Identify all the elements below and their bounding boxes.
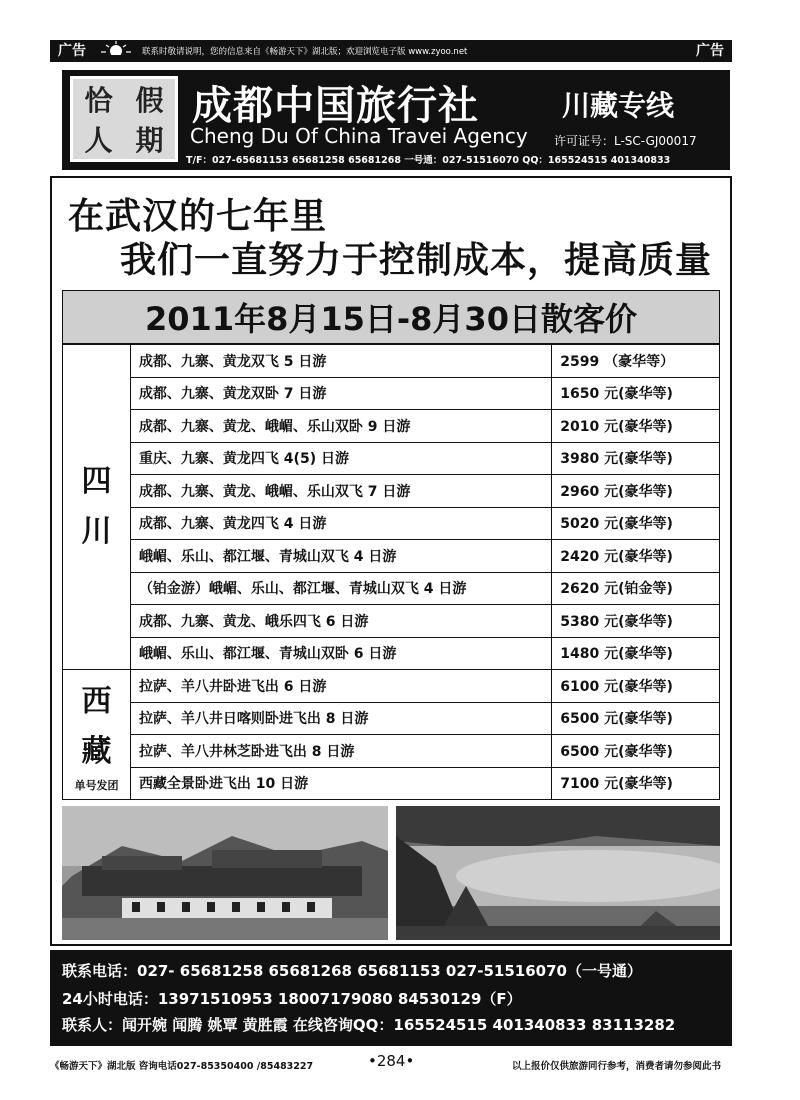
route-cell: 拉萨、羊八井卧进飞出 6 日游 [130,670,551,703]
price-cell: 1650 元(豪华等) [552,377,720,410]
price-cell: 2960 元(豪华等) [552,475,720,508]
footer-contacts-line: 联系人：闻开婉 闻腾 姚覃 黄胜霞 在线咨询QQ：165524515 401340833 83113282 [62,1016,676,1034]
region-cell-tibet [63,670,131,800]
company-subline: 川藏专线 [562,89,675,122]
footer-24h-line: 24小时电话：13971510953 18007179080 84530129（F） [62,990,522,1008]
route-cell: （铂金游）峨嵋、乐山、都江堰、青城山双飞 4 日游 [130,572,551,605]
price-cell: 1480 元(豪华等) [552,637,720,670]
company-name-cn: 成都中国旅行社 [192,82,479,129]
region-name-char: 西 [81,683,112,719]
slogan-line-1: 在武汉的七年里 [68,196,328,237]
table-row [63,735,720,768]
table-row [63,345,720,378]
table-row [63,702,720,735]
price-cell: 2420 元(豪华等) [552,540,720,573]
table-row [63,377,720,410]
table-row [63,540,720,573]
route-cell: 成都、九寨、黄龙、峨嵋、乐山双飞 7 日游 [130,475,551,508]
company-name-en: Cheng Du Of China Travei Agency [190,124,528,148]
contact-line: T/F：027-65681153 65681258 65681268 一号通：027-51516070 QQ：165524515 401340833 [186,155,671,166]
table-row [63,767,720,800]
logo-char: 假 [135,84,164,117]
slogan-line-2: 我们一直努力于控制成本，提高质量 [120,240,713,281]
table-row [63,507,720,540]
route-cell: 峨嵋、乐山、都江堰、青城山双卧 6 日游 [130,637,551,670]
ad-label-right: 广告 [688,40,732,62]
table-row [63,605,720,638]
footer-phone-line: 联系电话：027- 65681258 65681268 65681153 027-51516070（一号通） [62,962,642,980]
page-footer-left: 《畅游天下》湖北版 咨询电话027-85350400 /85483227 [50,1061,314,1072]
logo-char: 人 [84,124,113,157]
price-cell: 2010 元(豪华等) [552,410,720,443]
price-cell: 3980 元(豪华等) [552,442,720,475]
region-note: 单号发团 [74,778,119,792]
price-table [62,344,720,800]
region-name-char: 川 [81,514,112,549]
contact-footer [50,950,732,1046]
table-row [63,637,720,670]
logo-char: 恰 [84,84,113,117]
route-cell: 峨嵋、乐山、都江堰、青城山双飞 4 日游 [130,540,551,573]
page-number: •284• [368,1052,415,1070]
logo-char: 期 [135,124,164,157]
table-row [63,410,720,443]
page-footer-right: 以上报价仅供旅游同行参考，消费者请勿参阅此书 [512,1061,722,1072]
palace-photo [62,806,388,940]
table-row [63,572,720,605]
agency-header [62,70,730,170]
date-band: 2011年8月15日-8月30日散客价 [62,290,720,344]
top-ad-bar [50,40,732,62]
route-cell: 拉萨、羊八井日喀则卧进飞出 8 日游 [130,702,551,735]
lake-photo [396,806,720,940]
route-cell: 成都、九寨、黄龙双卧 7 日游 [130,377,551,410]
route-cell: 成都、九寨、黄龙、峨乐四飞 6 日游 [130,605,551,638]
magazine-logo-icon [94,40,138,62]
price-cell: 5020 元(豪华等) [552,507,720,540]
region-name-char: 藏 [81,733,112,769]
price-cell: 2620 元(铂金等) [552,572,720,605]
route-cell: 拉萨、羊八井林芝卧进飞出 8 日游 [130,735,551,768]
table-row [63,442,720,475]
photo-strip [62,806,720,940]
price-cell: 6500 元(豪华等) [552,702,720,735]
price-cell: 7100 元(豪华等) [552,767,720,800]
price-cell: 2599 （豪华等） [552,345,720,378]
price-cell: 6100 元(豪华等) [552,670,720,703]
route-cell: 西藏全景卧进飞出 10 日游 [130,767,551,800]
agency-logo [70,76,178,162]
route-cell: 成都、九寨、黄龙四飞 4 日游 [130,507,551,540]
price-cell: 6500 元(豪华等) [552,735,720,768]
license-number: 许可证号：L-SC-GJ00017 [554,134,697,148]
route-cell: 重庆、九寨、黄龙四飞 4(5) 日游 [130,442,551,475]
price-cell: 5380 元(豪华等) [552,605,720,638]
region-cell-sichuan [63,345,131,670]
ad-label-left: 广告 [50,40,94,62]
top-note: 联系时敬请说明，您的信息来自《畅游天下》湖北版；欢迎浏览电子版 www.zyoo.net [142,47,468,57]
route-cell: 成都、九寨、黄龙双飞 5 日游 [130,345,551,378]
route-cell: 成都、九寨、黄龙、峨嵋、乐山双卧 9 日游 [130,410,551,443]
region-name-char: 四 [81,464,112,499]
table-row [63,475,720,508]
table-row [63,670,720,703]
